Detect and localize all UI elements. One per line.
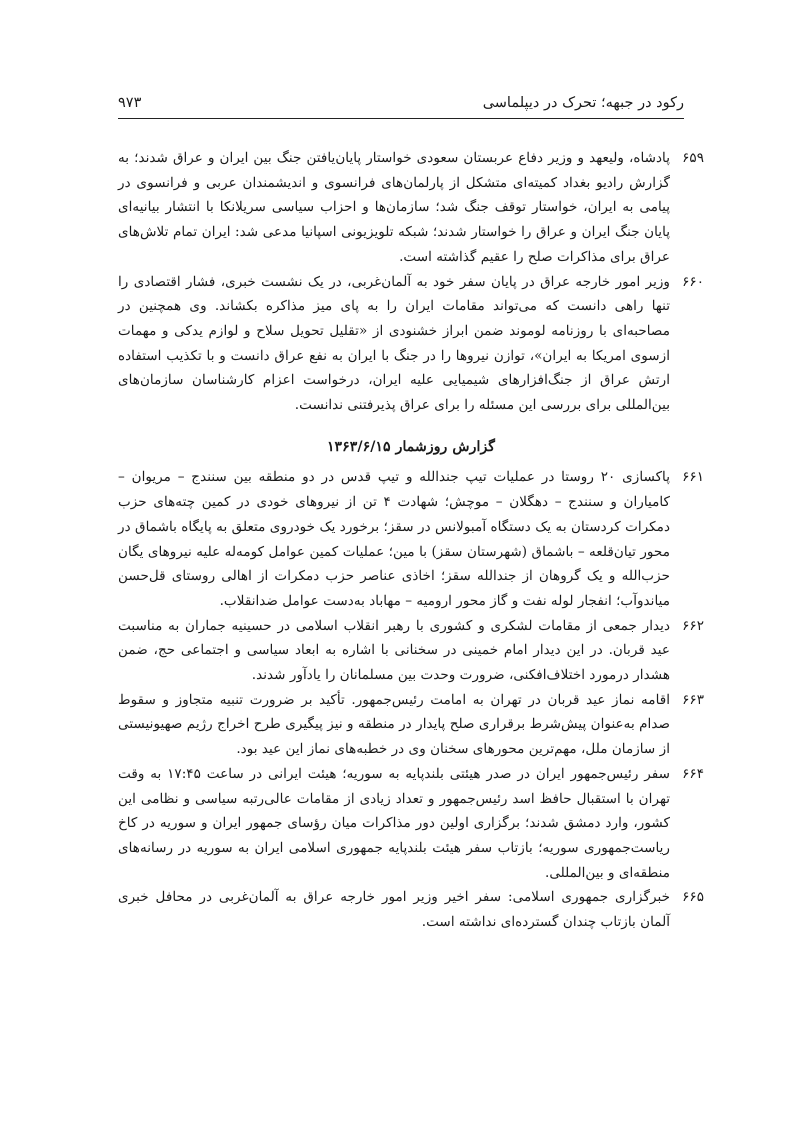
entry-text: سفر رئیس‌جمهور ایران در صدر هیئتی بلندپایه به سوریه؛ هیئت ایرانی در ساعت ۱۷:۴۵ به وقت تهران با استقبال حافظ اسد رئیس‌جمهور و تعداد زیادی از مقامات عالی‌رتبه سیاسی و نظامی این کشور، وارد دمشق شدند؛ برگزاری اولین دور مذاکرات میان رؤسای جمهور ایران و سوریه در کاخ ریاست‌جمهوری سوریه؛ بازتاب سفر هیئت بلندپایه جمهوری اسلامی ایران به سوریه در رسانه‌های منطقه‌ای و بین‌المللی. — [118, 765, 670, 881]
entry-number: ۶۶۰ — [682, 273, 704, 290]
entry-text: وزیر امور خارجه عراق در پایان سفر خود به آلمان‌غربی، در یک نشست خبری، فشار اقتصادی را تنها راهی دانست که می‌تواند مقامات ایران را به پای میز مذاکره بکشاند. وی همچنین در مصاحبه‌ای با روزنامه لوموند ضمن ابراز خشنودی از «تقلیل تحویل سلاح و لوازم یدکی و مهمات ازسوی امریکا به ایران»، توازن نیروها را در جنگ با ایران به نفع عراق دانست و با تکذیب استفاده ارتش عراق از جنگ‌افزارهای شیمیایی علیه ایران، درخواست اعزام کارشناسان سازمان‌های بین‌المللی برای بررسی این مسئله را برای عراق پذیرفتنی ندانست. — [118, 273, 670, 414]
chronology-entry — [118, 465, 704, 613]
chronology-entry — [118, 762, 704, 886]
daily-report-heading: گزارش روزشمار ۱۳۶۳/۶/۱۵ — [326, 438, 496, 455]
entry-number: ۶۶۱ — [682, 469, 704, 486]
entry-text: دیدار جمعی از مقامات لشکری و کشوری با رهبر انقلاب اسلامی در حسینیه جماران به مناسبت عید قربان. در این دیدار امام خمینی در سخنانی با اشاره به ابعاد سیاسی و اجتماعی حج، ضمن هشدار درمورد اختلاف‌افکنی، ضرورت وحدت بین مسلمانان را یادآور شدند. — [118, 617, 670, 684]
entry-number: ۶۶۳ — [682, 691, 704, 708]
entry-text: اقامه نماز عید قربان در تهران به امامت رئیس‌جمهور. تأکید بر ضرورت تنبیه متجاوز و سقوط صدام به‌عنوان پیش‌شرط برقراری صلح پایدار در منطقه و نیز پیگیری طرح اخراج رژیم صهیونیستی از سازمان ملل، مهم‌ترین محورهای سخنان وی در خطبه‌های نماز این عید بود. — [118, 691, 670, 758]
page-number: ۹۷۳ — [118, 95, 142, 111]
chronology-entry — [118, 688, 704, 762]
entry-number: ۶۶۴ — [682, 765, 704, 782]
entry-number: ۶۵۹ — [682, 150, 704, 166]
chronology-entry — [118, 146, 704, 270]
chronology-entry — [118, 885, 704, 934]
entry-number: ۶۶۲ — [682, 617, 704, 634]
page-body — [118, 146, 704, 935]
chronology-entry — [118, 270, 704, 418]
entry-text: خبرگزاری جمهوری اسلامی: سفر اخیر وزیر امور خارجه عراق به آلمان‌غربی در محافل خبری آلمان بازتاب چندان گسترده‌ای نداشته است. — [118, 889, 670, 931]
entry-text: پاکسازی ۲۰ روستا در عملیات تیپ جندالله و تیپ قدس در دو منطقه بین سنندج – مریوان – کامیاران و سنندج – دهگلان – موچش؛ شهادت ۴ تن از نیروهای خودی در کمین چته‌های حزب دمکرات کردستان به یک دستگاه آمبولانس در سقز؛ برخورد یک خودروی متعلق به پایگاه باشماق در محور تیان‌قلعه – باشماق (شهرستان سقز) با مین؛ عملیات کمین عوامل کومه‌له علیه نیروهای یگان حزب‌الله و یک گروهان از جندالله سقز؛ اخاذی عناصر حزب دمکرات از اهالی روستای قل‌حسن میاندوآب؛ انفجار لوله نفت و گاز محور ارومیه – مهاباد به‌دست عوامل ضدانقلاب. — [118, 469, 670, 609]
entry-text: پادشاه، ولیعهد و وزیر دفاع عربستان سعودی خواستار پایان‌یافتن جنگ بین ایران و عراق شدند؛ به گزارش رادیو بغداد کمیته‌ای متشکل از پارلمان‌های فرانسوی و اندیشمندان عربی و فرانسوی در پیامی به ایران، خواستار توقف جنگ شد؛ سازمان‌ها و احزاب سیاسی سریلانکا با انتشار بیانیه‌ای پایان جنگ ایران و عراق را خواستار شدند؛ شبکه تلویزیونی اسپانیا مدعی شد: ایران تمام تلاش‌های عراق برای مذاکرات صلح را عقیم گذاشته است. — [118, 150, 670, 265]
entry-number: ۶۶۵ — [682, 889, 704, 906]
running-header — [118, 88, 684, 119]
running-header-title: رکود در جبهه؛ تحرک در دیپلماسی — [482, 95, 684, 111]
chronology-entry — [118, 614, 704, 688]
